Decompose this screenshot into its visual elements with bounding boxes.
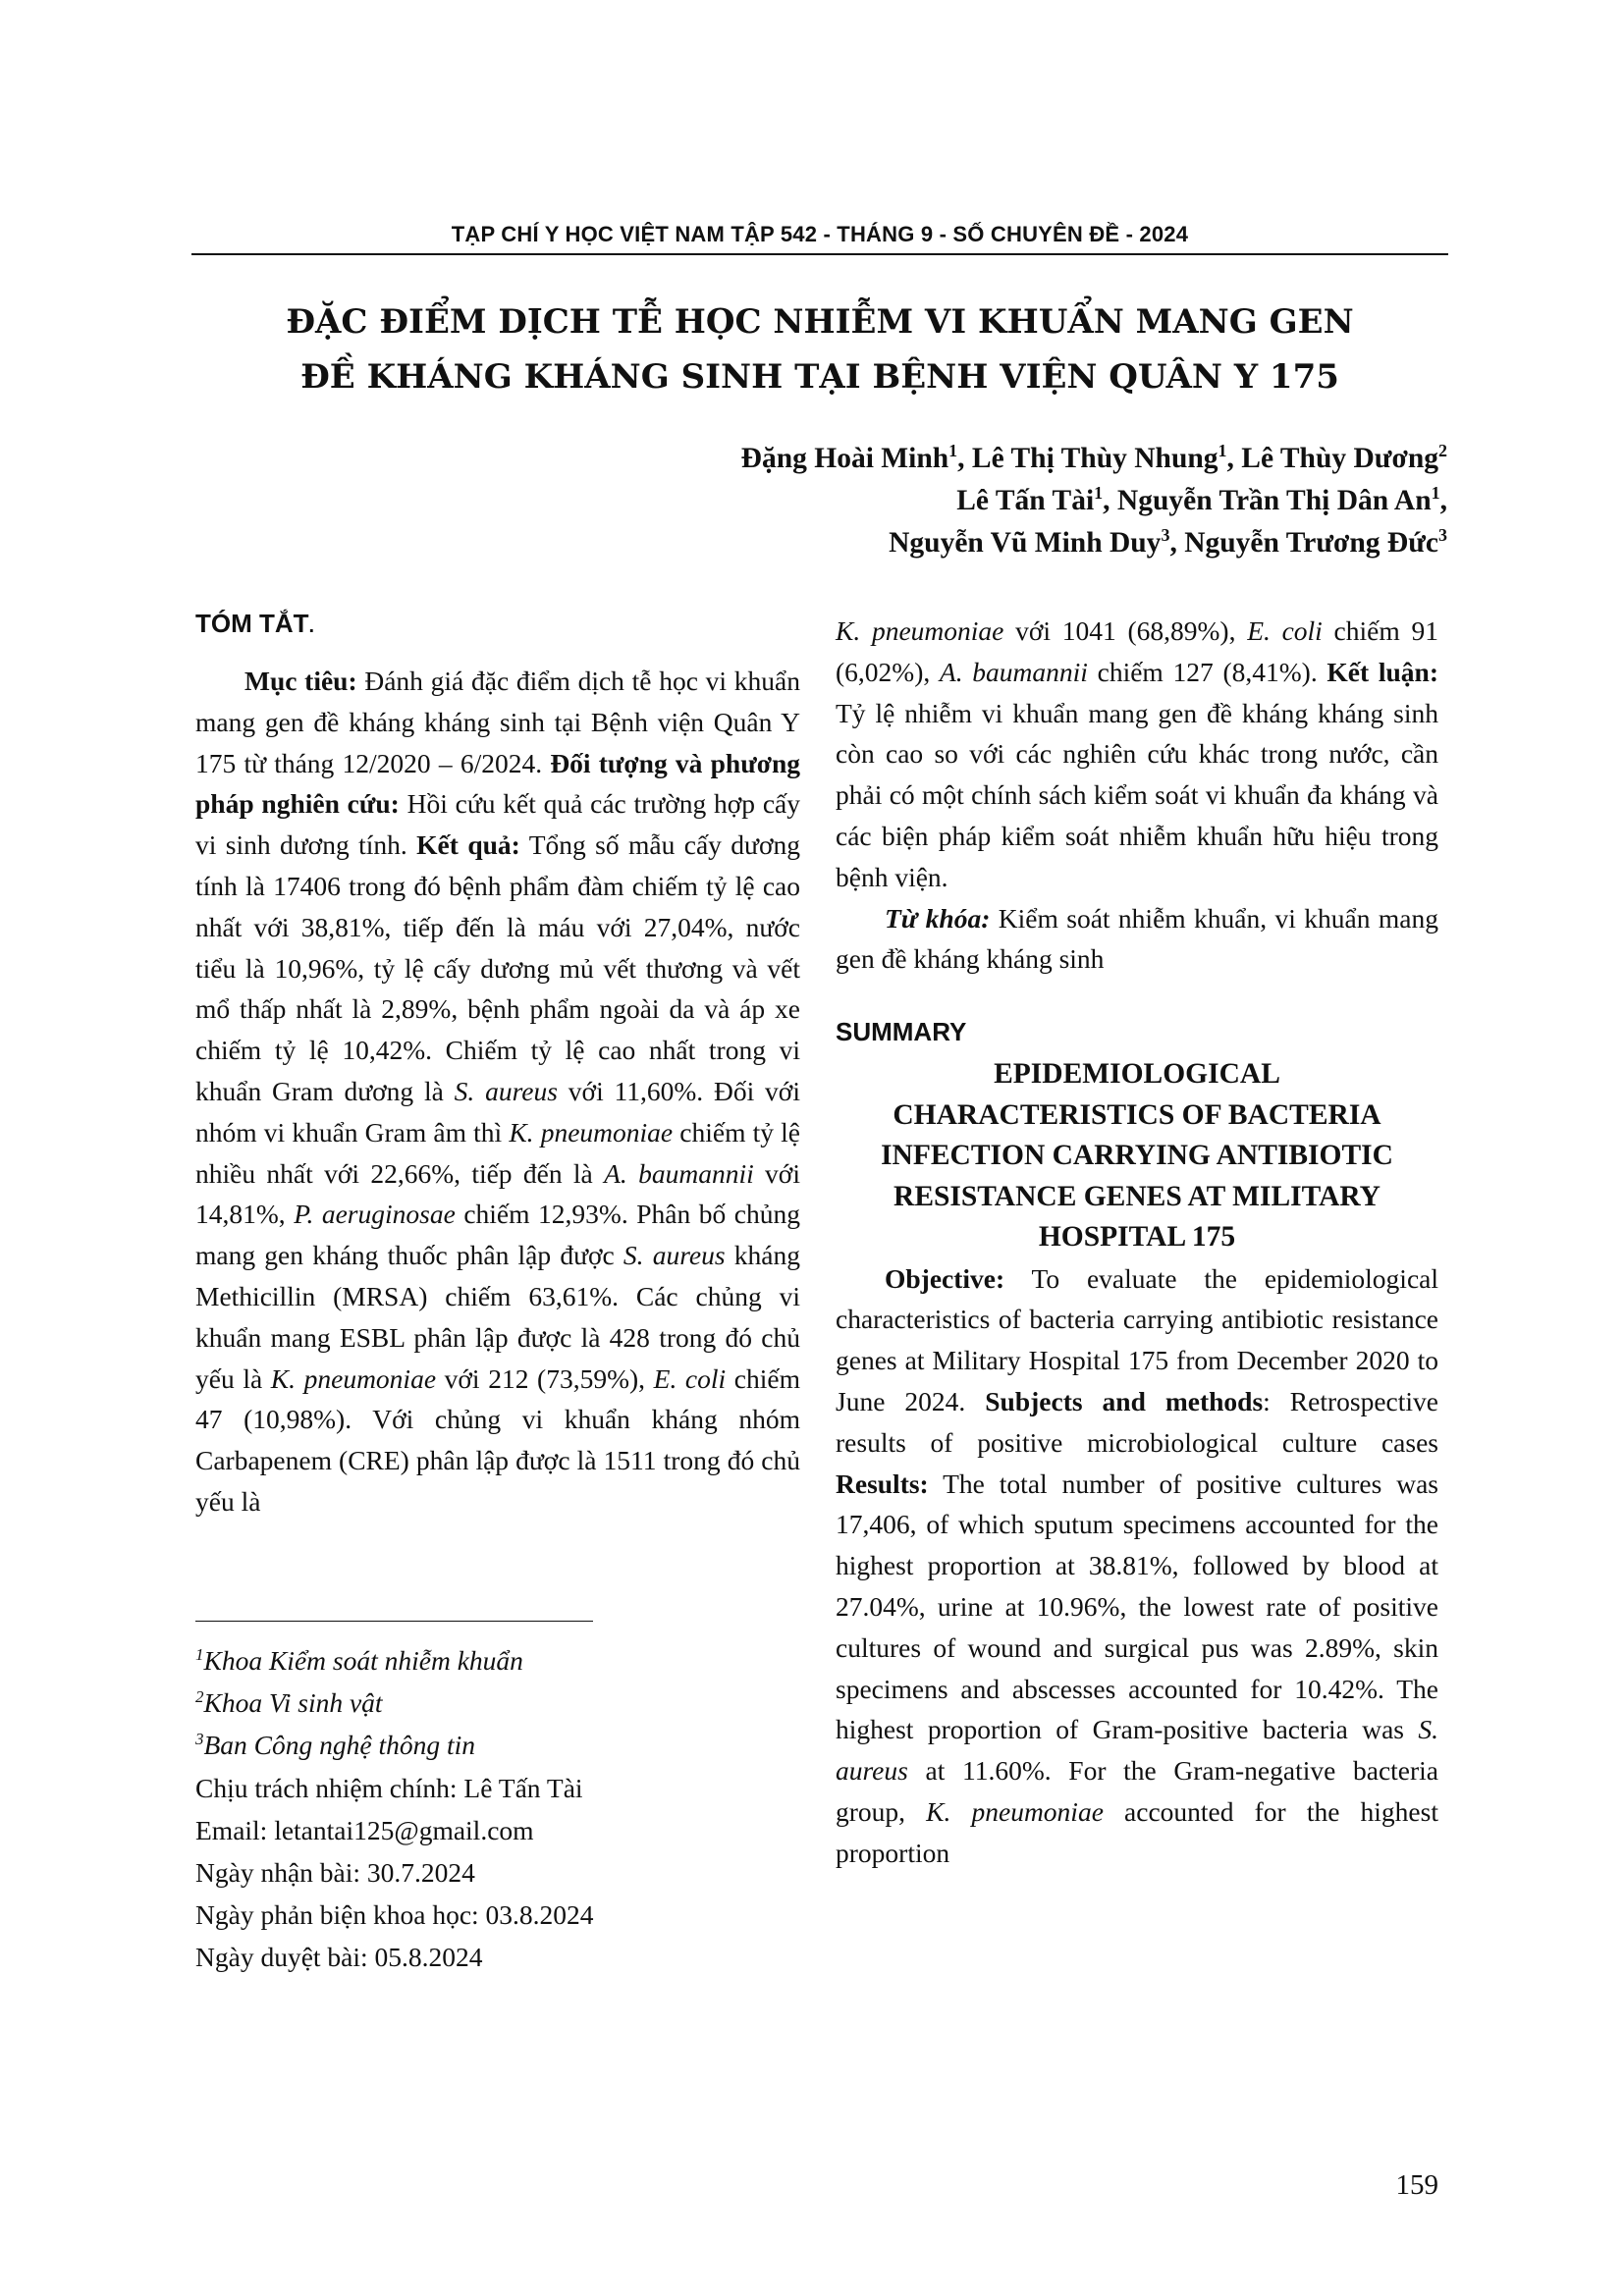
en-title-line: RESISTANCE GENES AT MILITARY	[893, 1180, 1380, 1212]
en-title-line: HOSPITAL 175	[1038, 1221, 1236, 1254]
en-title-line: INFECTION CARRYING ANTIBIOTIC	[881, 1140, 1393, 1172]
author-name: Nguyễn Vũ Minh Duy	[889, 527, 1162, 559]
title-line-2: ĐỀ KHÁNG KHÁNG SINH TẠI BỆNH VIỆN QUÂN Y 175	[300, 357, 1339, 397]
email: Email: letantai125@gmail.com	[195, 1814, 534, 1845]
author-affiliation: 1	[1094, 483, 1104, 503]
species-name: K. pneumoniae	[926, 1796, 1104, 1828]
vi-abstract-heading: TÓM TẮT.	[195, 609, 315, 638]
species-name: A. baumannii	[939, 656, 1088, 687]
author-name: Lê Thùy Dương	[1241, 443, 1438, 474]
author-list	[564, 438, 1447, 564]
methods-label: Đối tượng và phương pháp nghiên cứu:	[195, 747, 800, 820]
keywords-label: Từ khóa:	[885, 902, 991, 934]
header-rule	[191, 253, 1448, 255]
keywords: Từ khóa: Kiểm soát nhiễm khuẩn, vi khuẩn mang gen đề kháng kháng sinh	[836, 902, 1438, 975]
vi-abstract-body: Mục tiêu: Đánh giá đặc điểm dịch tễ học vi khuẩn mang gen đề kháng kháng sinh tại Bệnh viện Quân Y 175 từ tháng 12/2020 – 6/2024. Đối tượng và phương pháp nghiên cứu: Hồi cứu kết quả các trường hợp cấy vi sinh dương tính. Kết quả: Tổng số mẫu cấy dương tính là 17406 trong đó bệnh phẩm đàm chiếm tỷ lệ cao nhất với 38,81%, tiếp đến là máu với 27,04%, nước tiểu là 10,96%, tỷ lệ cấy dương mủ vết thương và vết mổ thấp nhất là 2,89%, bệnh phẩm ngoài da và áp xe chiếm tỷ lệ 10,42%. Chiếm tỷ lệ cao nhất trong vi khuẩn Gram dương là S. aureus với 11,60%. Đối với nhóm vi khuẩn Gram âm thì K. pneumoniae chiếm tỷ lệ nhiều nhất với 22,66%, tiếp đến là A. baumannii với 14,81%, P. aeruginosae chiếm 12,93%. Phân bố chủng mang gen kháng thuốc phân lập được S. aureus kháng Methicillin (MRSA) chiếm 63,61%. Các chủng vi khuẩn mang ESBL phân lập được là 428 trong đó chủ yếu là K. pneumoniae với 212 (73,59%), E. coli chiếm 47 (10,98%). Với chủng vi khuẩn kháng nhóm Carbapenem (CRE) phân lập được là 1511 trong đó chủ yếu là	[195, 666, 801, 1517]
vi-abstract-continued: K. pneumoniae với 1041 (68,89%), E. coli chiếm 91 (6,02%), A. baumannii chiếm 127 (8,41%). Kết luận: Tỷ lệ nhiễm vi khuẩn mang gen đề kháng kháng sinh còn cao so với các nghiên cứu khác trong nước, cần phải có một chính sách kiểm soát vi khuẩn đa kháng và các biện pháp kiểm soát nhiễm khuẩn hữu hiệu trong bệnh viện.	[836, 615, 1438, 892]
footnote-affiliation-3: $^3$Ban Công nghệ thông tin	[195, 1730, 476, 1761]
author-affiliation: 2	[1438, 441, 1447, 460]
article-title	[191, 294, 1448, 404]
footnotes	[195, 1639, 804, 1979]
footnote-affiliation-2: $^2$Khoa Vi sinh vật	[195, 1687, 383, 1719]
footnote-affiliation-1: $^1$Khoa Kiểm soát nhiễm khuẩn	[195, 1645, 523, 1676]
species-name: K. pneumoniae	[270, 1362, 437, 1394]
species-name: K. pneumoniae	[509, 1116, 674, 1148]
corresponding-author: Chịu trách nhiệm chính: Lê Tấn Tài	[195, 1772, 583, 1803]
en-article-title	[836, 1054, 1438, 1258]
species-name: S. aureus	[623, 1240, 726, 1271]
author-name: Nguyễn Trương Đức	[1184, 527, 1438, 559]
author-name: Lê Thị Thùy Nhung	[971, 443, 1218, 474]
author-name: Lê Tấn Tài	[956, 485, 1095, 516]
date-accepted: Ngày duyệt bài: 05.8.2024	[195, 1942, 483, 1973]
en-abstract-body: Objective: To evaluate the epidemiological characteristics of bacteria carrying antibiotic resistance genes at Military Hospital 175 from December 2020 to June 2024. Subjects and methods: Retrospective results of positive microbiological culture cases Results: The total number of positive cultures was 17,406, of which sputum specimens accounted for the highest proportion at 38.81%, followed by blood at 27.04%, urine at 10.96%, the lowest rate of positive cultures of wound and surgical pus was 2.89%, skin specimens and abscesses accounted for 10.42%. The highest proportion of Gram-positive bacteria was S. aureus at 11.60%. For the Gram-negative bacteria group, K. pneumoniae accounted for the highest proportion	[836, 1262, 1438, 1868]
date-received: Ngày nhận bài: 30.7.2024	[195, 1857, 475, 1889]
species-name: P. aeruginosae	[294, 1199, 456, 1230]
author-name: Nguyễn Trần Thị Dân An	[1116, 485, 1432, 516]
author-affiliation: 1	[1218, 441, 1227, 460]
conclusion-label: Kết luận:	[1326, 656, 1438, 687]
author-line-1: Đặng Hoài Minh$^1$, Lê Thị Thùy Nhung$^1$, Lê Thùy Dương$^2$	[740, 441, 1447, 474]
footnote-rule	[195, 1621, 593, 1622]
species-name: A. baumannii	[604, 1157, 754, 1189]
title-line-1: ĐẶC ĐIỂM DỊCH TỄ HỌC NHIỄM VI KHUẨN MANG GEN	[286, 302, 1354, 342]
left-column	[195, 609, 800, 1522]
author-line-3: Nguyễn Vũ Minh Duy$^3$, Nguyễn Trương Đức$^3$	[889, 525, 1447, 559]
author-affiliation: 3	[1161, 525, 1170, 545]
species-name: E. coli	[1247, 615, 1323, 646]
author-affiliation: 1	[948, 441, 958, 460]
species-name: E. coli	[653, 1362, 727, 1394]
results-label: Results:	[836, 1468, 929, 1499]
results-label: Kết quả:	[416, 829, 520, 861]
running-header: TẠP CHÍ Y HỌC VIỆT NAM TẬP 542 - THÁNG 9 - SỐ CHUYÊN ĐỀ - 2024	[451, 222, 1189, 246]
en-abstract-heading: SUMMARY	[836, 1017, 967, 1047]
en-title-line: CHARACTERISTICS OF BACTERIA	[893, 1098, 1381, 1131]
author-affiliation: 1	[1431, 483, 1440, 503]
page-number: 159	[1395, 2169, 1438, 2201]
methods-label: Subjects and methods	[985, 1386, 1264, 1417]
date-reviewed: Ngày phản biện khoa học: 03.8.2024	[195, 1899, 594, 1931]
objective-label: Objective:	[885, 1262, 1005, 1294]
en-title-line: EPIDEMIOLOGICAL	[994, 1058, 1280, 1091]
species-name: K. pneumoniae	[836, 615, 1004, 646]
right-column	[836, 611, 1438, 1874]
author-name: Đặng Hoài Minh	[740, 443, 949, 474]
species-name: S. aureus	[454, 1075, 558, 1106]
author-line-2: Lê Tấn Tài$^1$, Nguyễn Trần Thị Dân An$^1$,	[956, 483, 1447, 516]
author-affiliation: 3	[1438, 525, 1447, 545]
species-name: S. aureus	[836, 1714, 1438, 1787]
objective-label: Mục tiêu:	[244, 666, 357, 696]
